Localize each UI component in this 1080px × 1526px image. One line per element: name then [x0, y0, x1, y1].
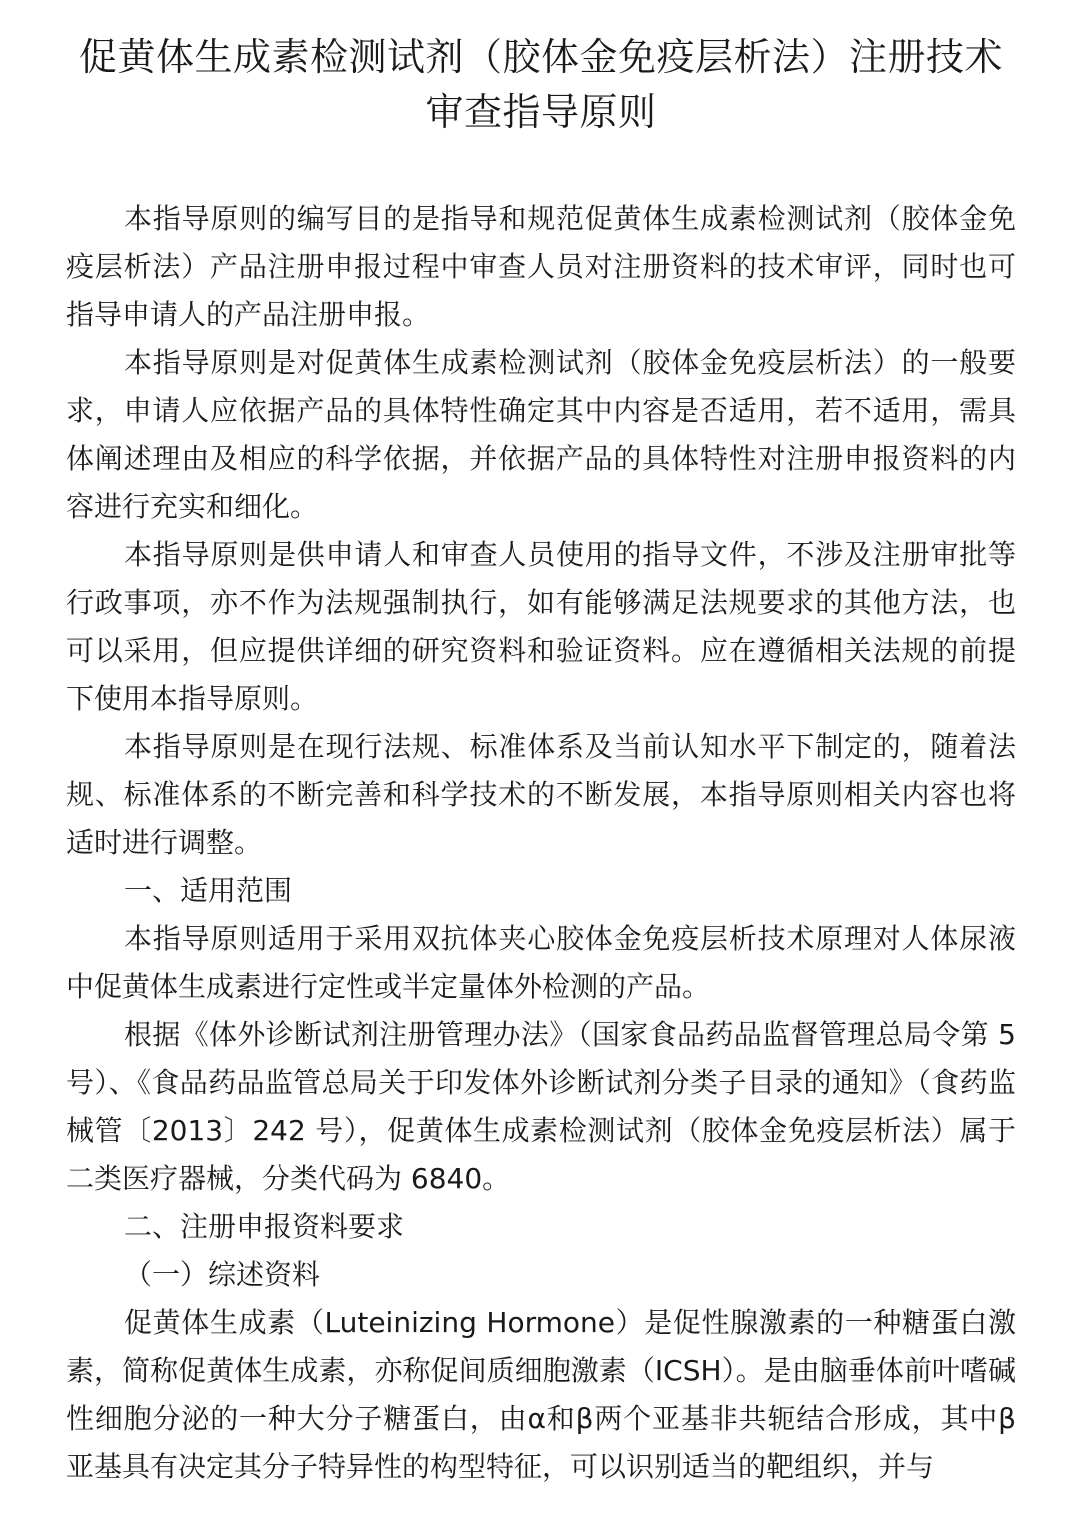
paragraph-adjustment: 本指导原则是在现行法规、标准体系及当前认知水平下制定的，随着法规、标准体系的不断完善和科学技术的不断发展，本指导原则相关内容也将适时进行调整。 — [66, 730, 1016, 859]
paragraph-overview: 促黄体生成素（Luteinizing Hormone）是促性腺激素的一种糖蛋白激素，简称促黄体生成素，亦称促间质细胞激素（ICSH）。是由脑垂体前叶嗜碱性细胞分泌的一种大分子糖蛋白，由α和β两个亚基非共轭结合形成，其中β亚基具有决定其分子特异性的构型特征，可以识别适当的靶组织，并与 — [66, 1306, 1016, 1483]
paragraph-scope: 本指导原则适用于采用双抗体夹心胶体金免疫层析技术原理对人体尿液中促黄体生成素进行定性或半定量体外检测的产品。 — [66, 922, 1016, 1003]
document-title — [66, 30, 1016, 140]
section-heading-registration: 二、注册申报资料要求 — [124, 1210, 405, 1243]
paragraph-guidance-nature: 本指导原则是供申请人和审查人员使用的指导文件，不涉及注册审批等行政事项，亦不作为法规强制执行，如有能够满足法规要求的其他方法，也可以采用，但应提供详细的研究资料和验证资料。应在遵循相关法规的前提下使用本指导原则。 — [66, 538, 1016, 715]
title-line-1: 促黄体生成素检测试剂（胶体金免疫层析法）注册技术 — [78, 35, 1003, 79]
section-heading-scope: 一、适用范围 — [124, 874, 293, 907]
paragraph-purpose: 本指导原则的编写目的是指导和规范促黄体生成素检测试剂（胶体金免疫层析法）产品注册申报过程中审查人员对注册资料的技术审评，同时也可指导申请人的产品注册申报。 — [66, 202, 1016, 331]
paragraph-classification: 根据《体外诊断试剂注册管理办法》（国家食品药品监督管理总局令第 5 号）、《食品药品监管总局关于印发体外诊断试剂分类子目录的通知》（食药监械管〔2013〕242 号），促黄体生成素检测试剂（胶体金免疫层析法）属于二类医疗器械，分类代码为 6840。 — [66, 1018, 1016, 1195]
title-line-2: 审查指导原则 — [425, 90, 657, 134]
paragraph-general-requirements: 本指导原则是对促黄体生成素检测试剂（胶体金免疫层析法）的一般要求，申请人应依据产品的具体特性确定其中内容是否适用，若不适用，需具体阐述理由及相应的科学依据，并依据产品的具体特性对注册申报资料的内容进行充实和细化。 — [66, 346, 1016, 523]
subsection-heading-overview: （一）综述资料 — [124, 1258, 321, 1291]
document-body — [66, 195, 1016, 1491]
